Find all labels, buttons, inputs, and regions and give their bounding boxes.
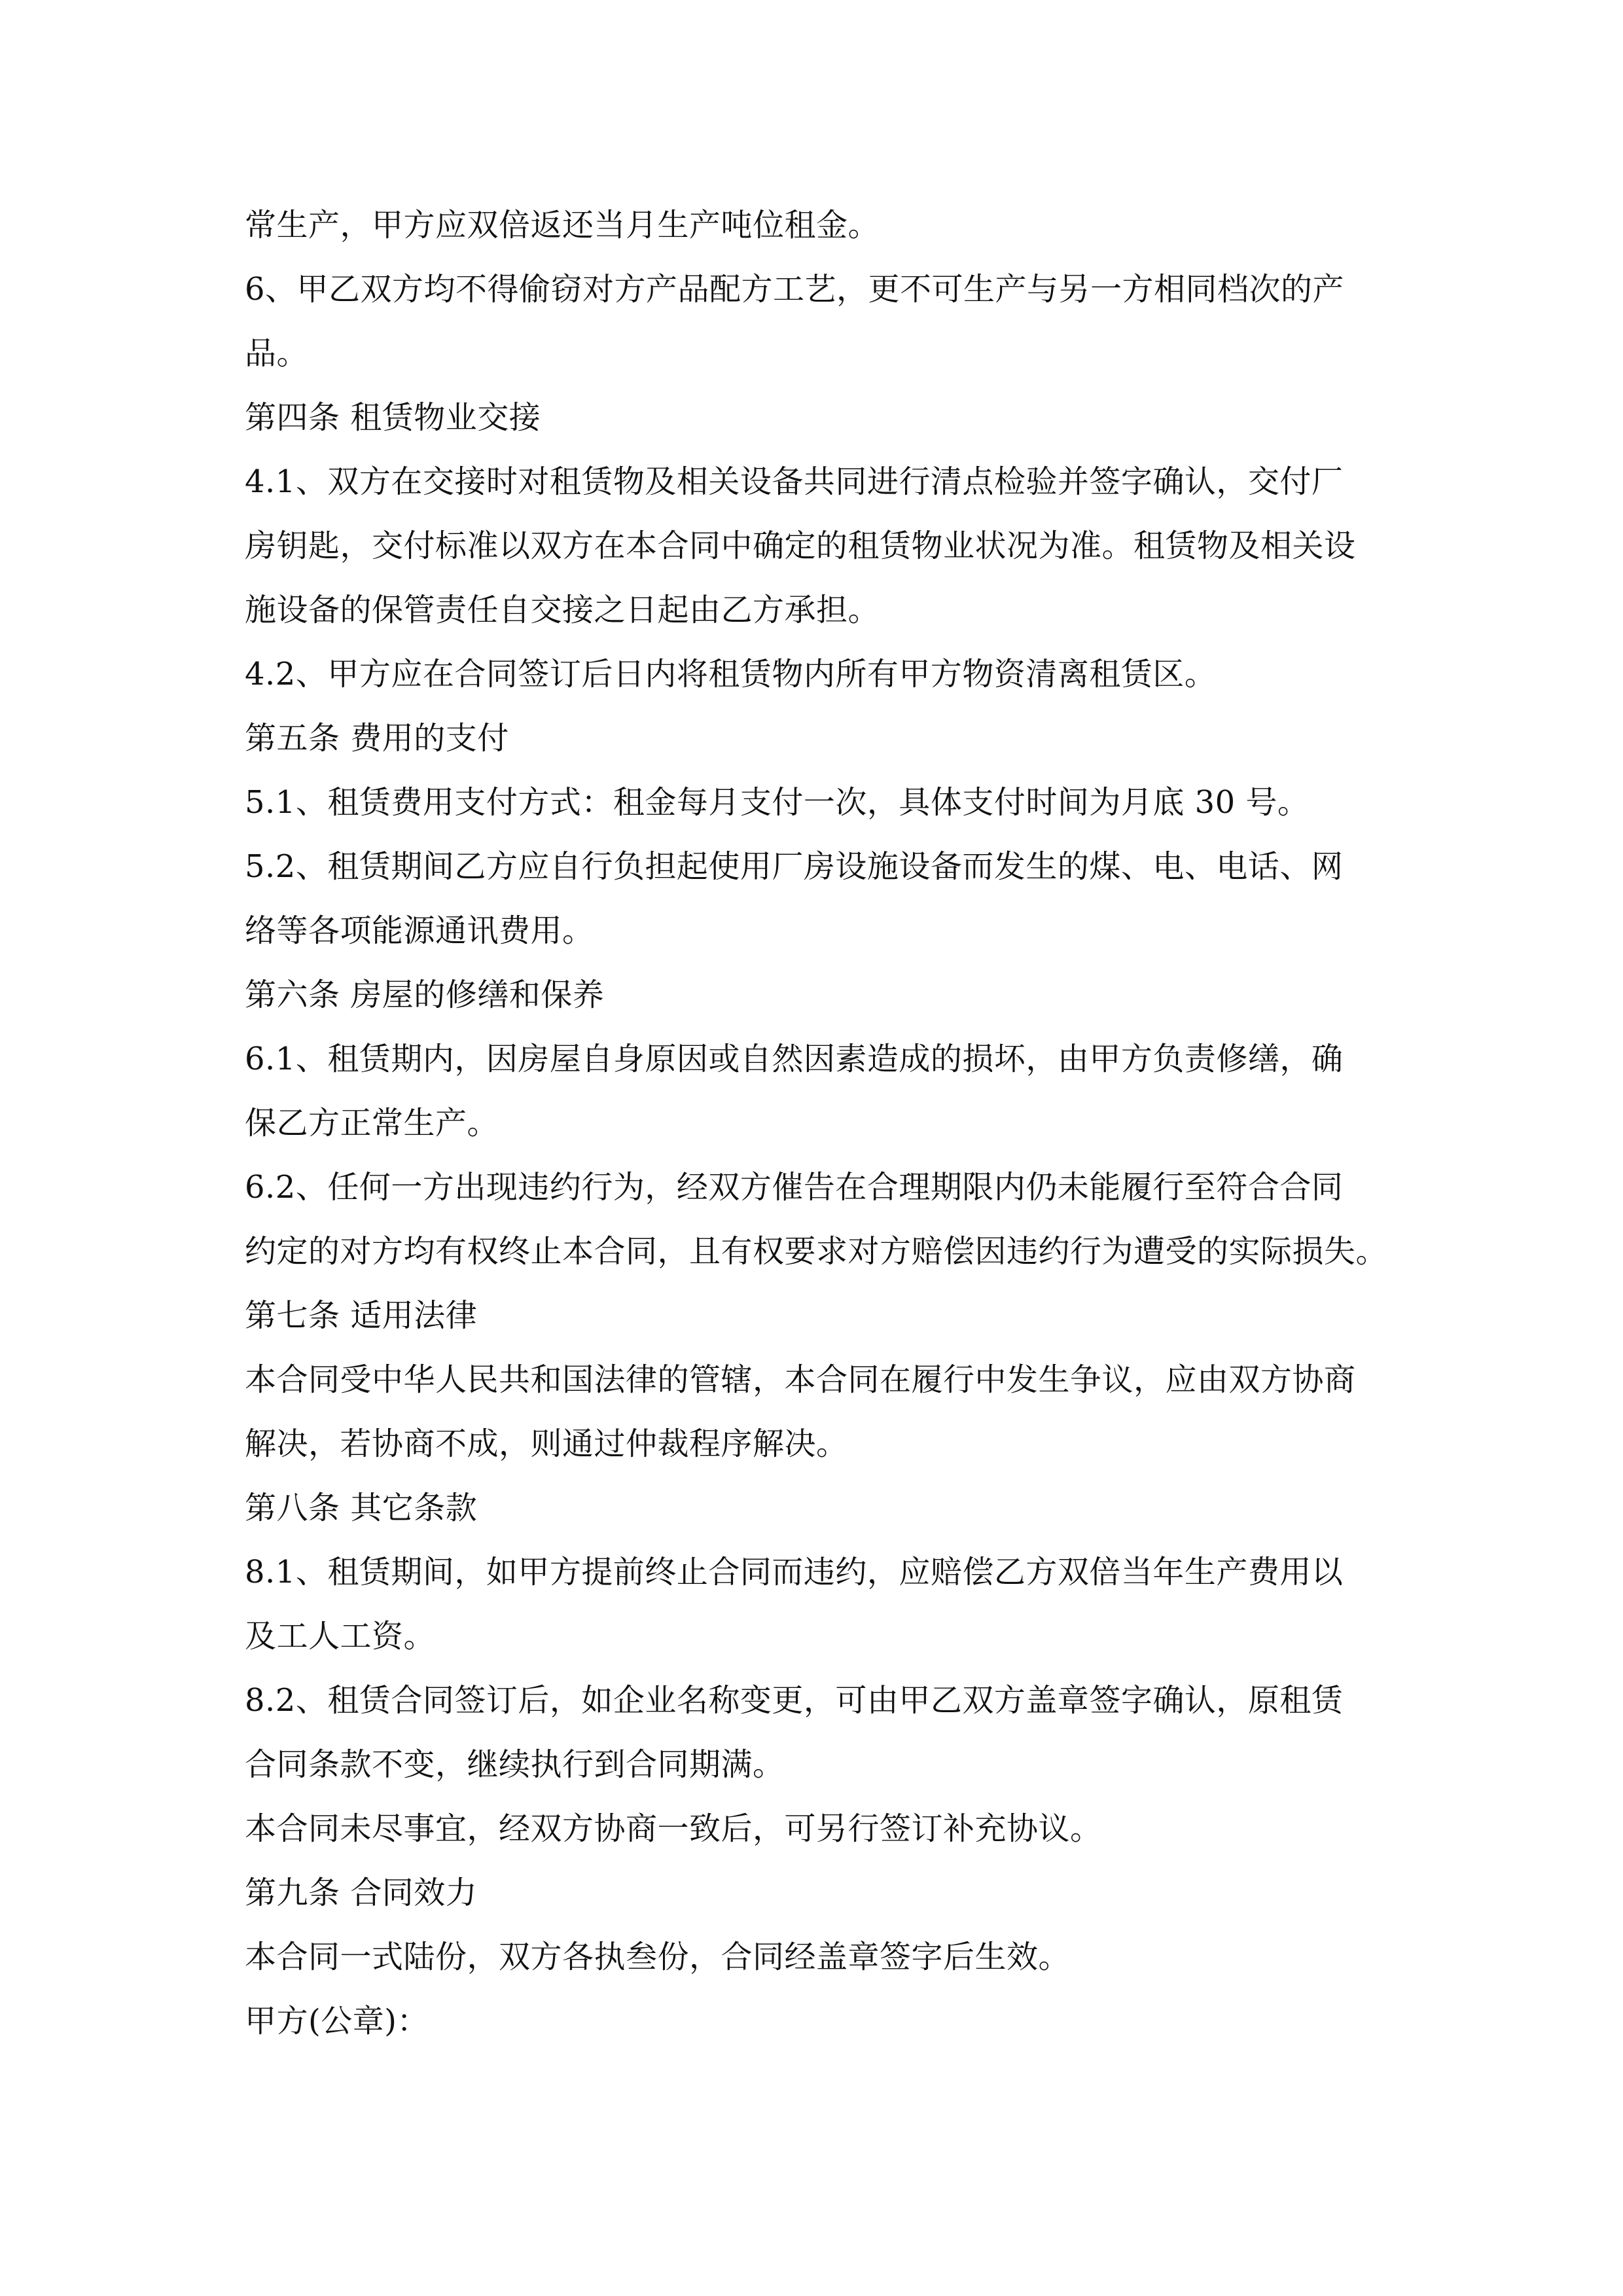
text-line: 本合同未尽事宜，经双方协商一致后，可另行签订补充协议。 — [245, 1810, 1102, 1847]
text-line: 及工人工资。 — [245, 1618, 436, 1655]
section-heading-8: 第八条 其它条款 — [245, 1490, 478, 1526]
text-line: 6.1、租赁期内，因房屋自身原因或自然因素造成的损坏，由甲方负责修缮，确 — [245, 1041, 1344, 1077]
section-heading-6: 第六条 房屋的修缮和保养 — [245, 977, 605, 1013]
text-line: 5.2、租赁期间乙方应自行负担起使用厂房设施设备而发生的煤、电、电话、网 — [245, 848, 1344, 885]
text-line: 5.1、租赁费用支付方式：租金每月支付一次，具体支付时间为月底 30 号。 — [245, 784, 1310, 821]
text-line: 常生产，甲方应双倍返还当月生产吨位租金。 — [245, 207, 880, 243]
text-line: 8.1、租赁期间，如甲方提前终止合同而违约，应赔偿乙方双倍当年生产费用以 — [245, 1554, 1344, 1590]
text-line: 本合同一式陆份，双方各执叁份，合同经盖章签字后生效。 — [245, 1939, 1071, 1975]
text-line: 6、甲乙双方均不得偷窃对方产品配方工艺，更不可生产与另一方相同档次的产 — [245, 271, 1345, 308]
text-line: 4.1、双方在交接时对租赁物及相关设备共同进行清点检验并签字确认，交付厂 — [245, 463, 1344, 500]
section-heading-7: 第七条 适用法律 — [245, 1297, 478, 1334]
text-line: 约定的对方均有权终止本合同，且有权要求对方赔偿因违约行为遭受的实际损失。 — [245, 1233, 1388, 1270]
text-line: 8.2、租赁合同签订后，如企业名称变更，可由甲乙双方盖章签字确认，原租赁 — [245, 1682, 1344, 1719]
text-line: 4.2、甲方应在合同签订后日内将租赁物内所有甲方物资清离租赁区。 — [245, 656, 1217, 692]
party-a-seal-label: 甲方(公章)： — [245, 2003, 429, 2039]
text-line: 络等各项能源通讯费用。 — [245, 912, 594, 949]
section-heading-9: 第九条 合同效力 — [245, 1874, 478, 1911]
contract-text-body — [245, 193, 1388, 2053]
section-heading-5: 第五条 费用的支付 — [245, 720, 509, 757]
section-heading-4: 第四条 租赁物业交接 — [245, 399, 541, 436]
text-line: 施设备的保管责任自交接之日起由乙方承担。 — [245, 592, 880, 628]
text-line: 品。 — [245, 335, 309, 372]
text-line: 合同条款不变，继续执行到合同期满。 — [245, 1746, 785, 1783]
text-line: 房钥匙，交付标准以双方在本合同中确定的租赁物业状况为准。租赁物及相关设 — [245, 528, 1356, 564]
text-line: 解决，若协商不成，则通过仲裁程序解决。 — [245, 1426, 848, 1462]
text-line: 本合同受中华人民共和国法律的管辖，本合同在履行中发生争议，应由双方协商 — [245, 1361, 1356, 1398]
text-line: 保乙方正常生产。 — [245, 1105, 499, 1141]
text-line: 6.2、任何一方出现违约行为，经双方催告在合理期限内仍未能履行至符合合同 — [245, 1169, 1344, 1206]
